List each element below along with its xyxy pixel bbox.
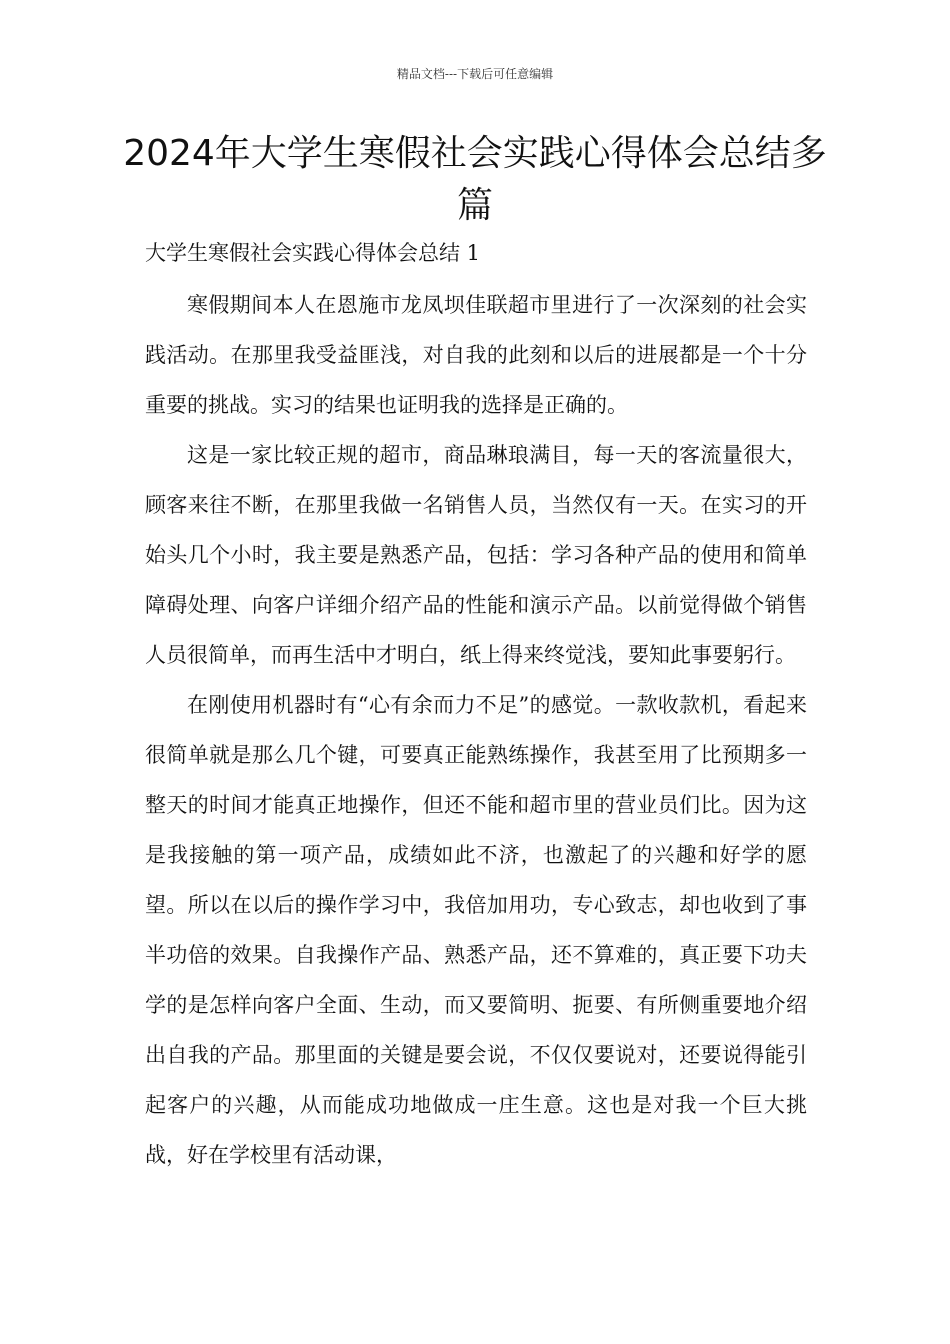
document-title: 2024年大学生寒假社会实践心得体会总结多篇 <box>123 133 827 226</box>
section-heading: 大学生寒假社会实践心得体会总结 1 <box>145 241 481 265</box>
body-text <box>145 280 807 1180</box>
paragraph: 这是一家比较正规的超市，商品琳琅满目，每一天的客流量很大，顾客来往不断，在那里我做一名销售人员，当然仅有一天。在实习的开始头几个小时，我主要是熟悉产品，包括：学习各种产品的使用和简单障碍处理、向客户详细介绍产品的性能和演示产品。以前觉得做个销售人员很简单，而再生活中才明白，纸上得来终觉浅，要知此事要躬行。 <box>145 443 807 667</box>
paragraph: 寒假期间本人在恩施市龙凤坝佳联超市里进行了一次深刻的社会实践活动。在那里我受益匪浅，对自我的此刻和以后的进展都是一个十分重要的挑战。实习的结果也证明我的选择是正确的。 <box>145 293 807 417</box>
header-note: 精品文档---下载后可任意编辑 <box>396 67 554 81</box>
paragraph: 在刚使用机器时有“心有余而力不足”的感觉。一款收款机，看起来很简单就是那么几个键，可要真正能熟练操作，我甚至用了比预期多一整天的时间才能真正地操作，但还不能和超市里的营业员们比。因为这是我接触的第一项产品，成绩如此不济，也激起了的兴趣和好学的愿望。所以在以后的操作学习中，我倍加用功，专心致志，却也收到了事半功倍的效果。自我操作产品、熟悉产品，还不算难的，真正要下功夫学的是怎样向客户全面、生动，而又要简明、扼要、有所侧重要地介绍出自我的产品。那里面的关键是要会说，不仅仅要说对，还要说得能引起客户的兴趣，从而能成功地做成一庄生意。这也是对我一个巨大挑战，好在学校里有活动课， <box>145 693 807 1167</box>
